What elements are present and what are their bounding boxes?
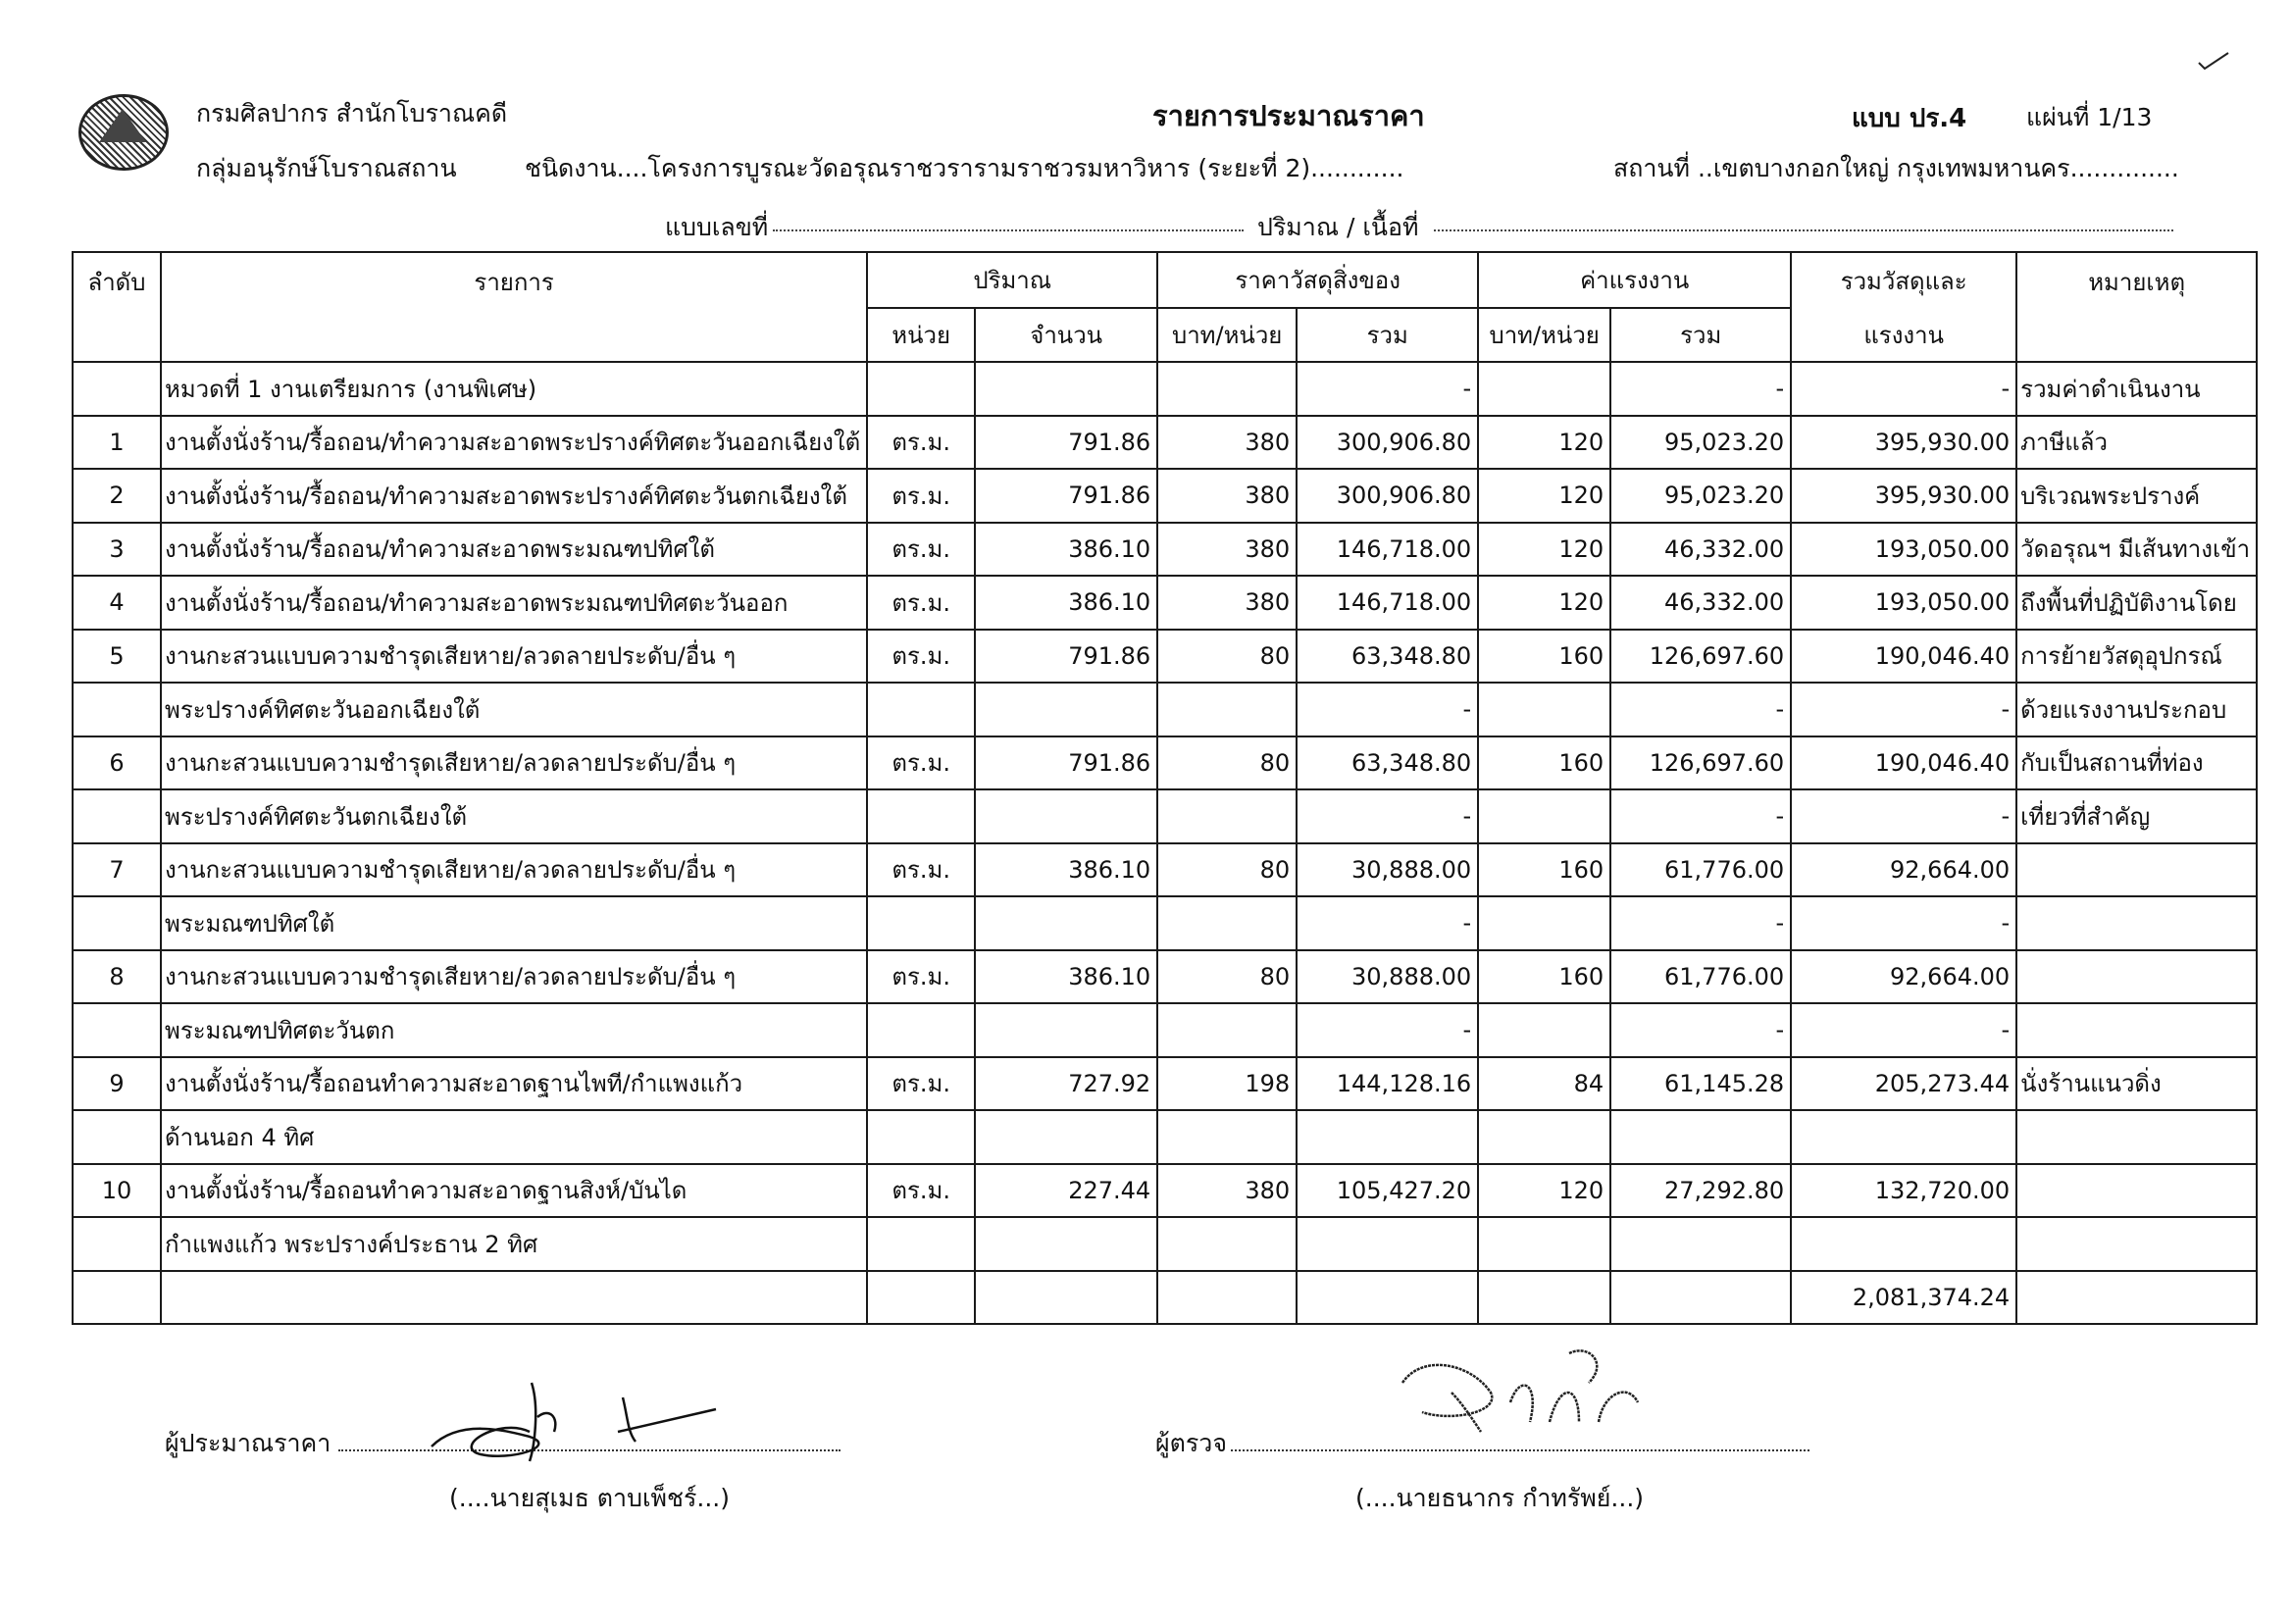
table-row <box>73 469 2257 523</box>
cell-grand-total: 190,046.40 <box>1791 736 2016 790</box>
cell-item-description: พระมณฑปทิศใต้ <box>161 896 867 950</box>
sheet-number: แผ่นที่ 1/13 <box>2026 103 2153 131</box>
cell-labor-total: 95,023.20 <box>1610 416 1791 470</box>
table-row <box>73 576 2257 630</box>
cell-labor-unit-price <box>1478 1271 1610 1325</box>
cell-labor-unit-price <box>1478 1003 1610 1057</box>
quantity-area-field <box>1434 229 2173 231</box>
summary-row <box>73 1271 2257 1325</box>
cell-grand-total: 132,720.00 <box>1791 1164 2016 1218</box>
cell-unit <box>867 1271 975 1325</box>
cell-remarks: ภาษีแล้ว <box>2016 416 2257 470</box>
table-row <box>73 789 2257 843</box>
cell-material-total: - <box>1297 789 1478 843</box>
table-row <box>73 736 2257 790</box>
col-header-grand-total-line1: รวมวัสดุและ <box>1791 252 2016 308</box>
col-header-amount: จำนวน <box>975 308 1157 362</box>
cell-quantity: 727.92 <box>975 1057 1157 1111</box>
table-row <box>73 683 2257 736</box>
cell-unit: ตร.ม. <box>867 416 975 470</box>
col-header-remarks: หมายเหตุ <box>2016 252 2257 362</box>
cell-grand-total: 395,930.00 <box>1791 416 2016 470</box>
cell-material-unit-price: 80 <box>1157 843 1297 897</box>
cell-quantity: 386.10 <box>975 843 1157 897</box>
cell-material-unit-price: 80 <box>1157 950 1297 1004</box>
cell-labor-unit-price: 120 <box>1478 523 1610 577</box>
cell-material-unit-price <box>1157 1110 1297 1164</box>
cell-grand-total <box>1791 1217 2016 1271</box>
cell-material-total: - <box>1297 362 1478 416</box>
cell-labor-unit-price: 160 <box>1478 843 1610 897</box>
cell-quantity: 227.44 <box>975 1164 1157 1218</box>
cell-labor-total: 27,292.80 <box>1610 1164 1791 1218</box>
cell-labor-total: - <box>1610 683 1791 736</box>
cell-labor-total: - <box>1610 789 1791 843</box>
cell-row-number: 1 <box>73 416 161 470</box>
cell-labor-total: 61,776.00 <box>1610 950 1791 1004</box>
cell-quantity <box>975 683 1157 736</box>
cell-grand-total: 193,050.00 <box>1791 523 2016 577</box>
cell-grand-total: 205,273.44 <box>1791 1057 2016 1111</box>
cell-labor-total: - <box>1610 1003 1791 1057</box>
cell-remarks <box>2016 1003 2257 1057</box>
cell-labor-unit-price <box>1478 1217 1610 1271</box>
cell-unit: ตร.ม. <box>867 576 975 630</box>
cell-quantity <box>975 1003 1157 1057</box>
col-header-grand-total-line2: แรงงาน <box>1791 308 2016 362</box>
cell-item-description: งานตั้งนั่งร้าน/รื้อถอนทำความสะอาดฐานสิงห์/บันได <box>161 1164 867 1218</box>
cell-material-unit-price: 80 <box>1157 736 1297 790</box>
cell-material-unit-price <box>1157 683 1297 736</box>
cell-grand-total: 193,050.00 <box>1791 576 2016 630</box>
cell-row-number: 3 <box>73 523 161 577</box>
table-row <box>73 1217 2257 1271</box>
cell-remarks: นั่งร้านแนวดิ่ง <box>2016 1057 2257 1111</box>
cell-item-description: งานกะสวนแบบความชำรุดเสียหาย/ลวดลายประดับ/อื่น ๆ <box>161 736 867 790</box>
cell-row-number: 9 <box>73 1057 161 1111</box>
cell-material-total: 144,128.16 <box>1297 1057 1478 1111</box>
table-row <box>73 1003 2257 1057</box>
cell-material-unit-price <box>1157 1217 1297 1271</box>
col-header-labor-total: รวม <box>1610 308 1791 362</box>
cell-unit: ตร.ม. <box>867 469 975 523</box>
cell-labor-unit-price: 160 <box>1478 736 1610 790</box>
table-row <box>73 523 2257 577</box>
col-header-labor-unit-price: บาท/หน่วย <box>1478 308 1610 362</box>
table-row <box>73 1057 2257 1111</box>
cell-material-total: - <box>1297 1003 1478 1057</box>
inspector-label: ผู้ตรวจ <box>1155 1429 1227 1457</box>
cell-labor-total <box>1610 1271 1791 1325</box>
cell-item-description: งานกะสวนแบบความชำรุดเสียหาย/ลวดลายประดับ/อื่น ๆ <box>161 630 867 684</box>
cell-material-total: 30,888.00 <box>1297 950 1478 1004</box>
cell-quantity <box>975 896 1157 950</box>
cell-item-description: พระปรางค์ทิศตะวันตกเฉียงใต้ <box>161 789 867 843</box>
cell-material-total <box>1297 1110 1478 1164</box>
cell-material-total <box>1297 1217 1478 1271</box>
cell-row-number: 6 <box>73 736 161 790</box>
cell-unit: ตร.ม. <box>867 736 975 790</box>
cell-labor-unit-price: 84 <box>1478 1057 1610 1111</box>
cell-material-unit-price <box>1157 896 1297 950</box>
cell-remarks <box>2016 843 2257 897</box>
cell-row-number: 8 <box>73 950 161 1004</box>
work-type: ชนิดงาน....โครงการบูรณะวัดอรุณราชวรารามราชวรมหาวิหาร (ระยะที่ 2)............ <box>525 154 1404 182</box>
cell-remarks: กับเป็นสถานที่ท่อง <box>2016 736 2257 790</box>
cell-material-total: 300,906.80 <box>1297 416 1478 470</box>
cell-grand-total: 2,081,374.24 <box>1791 1271 2016 1325</box>
cell-row-number <box>73 1271 161 1325</box>
cell-row-number: 2 <box>73 469 161 523</box>
cell-quantity: 791.86 <box>975 736 1157 790</box>
cell-item-description: กำแพงแก้ว พระปรางค์ประธาน 2 ทิศ <box>161 1217 867 1271</box>
col-header-material: ราคาวัสดุสิ่งของ <box>1157 252 1478 308</box>
col-header-quantity: ปริมาณ <box>867 252 1157 308</box>
cell-material-total: 300,906.80 <box>1297 469 1478 523</box>
cell-labor-total: 61,776.00 <box>1610 843 1791 897</box>
estimator-name: (....นายสุเมธ ตาบเพ็ชร์...) <box>449 1484 730 1512</box>
quantity-area-label: ปริมาณ / เนื้อที่ <box>1257 213 1419 241</box>
cell-quantity: 791.86 <box>975 630 1157 684</box>
cell-labor-unit-price: 160 <box>1478 630 1610 684</box>
seal-emblem-icon <box>99 109 146 142</box>
cell-grand-total: - <box>1791 683 2016 736</box>
estimate-table <box>72 251 2258 1325</box>
cell-material-unit-price <box>1157 1003 1297 1057</box>
cell-grand-total <box>1791 1110 2016 1164</box>
page-title: รายการประมาณราคา <box>1152 99 1425 132</box>
cell-labor-total: 126,697.60 <box>1610 630 1791 684</box>
cell-labor-unit-price <box>1478 789 1610 843</box>
cell-material-total: 105,427.20 <box>1297 1164 1478 1218</box>
cell-labor-total: 46,332.00 <box>1610 576 1791 630</box>
cell-labor-total: - <box>1610 362 1791 416</box>
estimator-signature-icon <box>422 1378 736 1466</box>
cell-remarks <box>2016 896 2257 950</box>
cell-labor-total <box>1610 1217 1791 1271</box>
cell-remarks <box>2016 1110 2257 1164</box>
check-mark-icon <box>2197 51 2230 71</box>
cell-labor-total: 61,145.28 <box>1610 1057 1791 1111</box>
cell-grand-total: - <box>1791 789 2016 843</box>
cell-unit: ตร.ม. <box>867 1057 975 1111</box>
cell-unit: ตร.ม. <box>867 523 975 577</box>
cell-row-number <box>73 1217 161 1271</box>
cell-material-unit-price: 380 <box>1157 1164 1297 1218</box>
cell-material-unit-price: 380 <box>1157 576 1297 630</box>
cell-material-unit-price <box>1157 1271 1297 1325</box>
cell-material-total: 146,718.00 <box>1297 576 1478 630</box>
inspector-name: (....นายธนากร กำทรัพย์...) <box>1355 1484 1645 1512</box>
cell-quantity: 791.86 <box>975 416 1157 470</box>
cell-remarks: การย้ายวัสดุอุปกรณ์ <box>2016 630 2257 684</box>
cell-item-description: หมวดที่ 1 งานเตรียมการ (งานพิเศษ) <box>161 362 867 416</box>
cell-remarks: ถึงพื้นที่ปฏิบัติงานโดย <box>2016 576 2257 630</box>
cell-material-unit-price: 380 <box>1157 523 1297 577</box>
cell-material-unit-price: 198 <box>1157 1057 1297 1111</box>
cell-grand-total: 190,046.40 <box>1791 630 2016 684</box>
cell-labor-unit-price <box>1478 683 1610 736</box>
cell-item-description: งานกะสวนแบบความชำรุดเสียหาย/ลวดลายประดับ/อื่น ๆ <box>161 843 867 897</box>
cell-quantity: 791.86 <box>975 469 1157 523</box>
cell-row-number <box>73 683 161 736</box>
cell-row-number: 7 <box>73 843 161 897</box>
cell-labor-total: - <box>1610 896 1791 950</box>
cell-item-description: พระมณฑปทิศตะวันตก <box>161 1003 867 1057</box>
cell-item-description: งานตั้งนั่งร้าน/รื้อถอน/ทำความสะอาดพระมณฑปทิศใต้ <box>161 523 867 577</box>
department-seal-logo <box>78 94 169 171</box>
cell-remarks <box>2016 950 2257 1004</box>
table-row <box>73 843 2257 897</box>
cell-labor-unit-price <box>1478 362 1610 416</box>
cell-quantity <box>975 1271 1157 1325</box>
cell-labor-unit-price: 120 <box>1478 416 1610 470</box>
cell-row-number <box>73 896 161 950</box>
cell-row-number: 5 <box>73 630 161 684</box>
cell-material-total: - <box>1297 896 1478 950</box>
table-row <box>73 896 2257 950</box>
cell-unit: ตร.ม. <box>867 1164 975 1218</box>
cell-item-description: งานกะสวนแบบความชำรุดเสียหาย/ลวดลายประดับ/อื่น ๆ <box>161 950 867 1004</box>
col-header-labor: ค่าแรงงาน <box>1478 252 1791 308</box>
cell-remarks <box>2016 1217 2257 1271</box>
cell-grand-total: 395,930.00 <box>1791 469 2016 523</box>
plan-number-label: แบบเลขที่ <box>665 213 769 241</box>
plan-number-field <box>773 229 1244 231</box>
cell-quantity: 386.10 <box>975 523 1157 577</box>
cell-quantity <box>975 1110 1157 1164</box>
cell-item-description: งานตั้งนั่งร้าน/รื้อถอนทำความสะอาดฐานไพที/กำแพงแก้ว <box>161 1057 867 1111</box>
table-row <box>73 1110 2257 1164</box>
cell-labor-unit-price: 120 <box>1478 576 1610 630</box>
cell-labor-unit-price <box>1478 896 1610 950</box>
col-header-no: ลำดับ <box>73 252 161 362</box>
cell-item-description: งานตั้งนั่งร้าน/รื้อถอน/ทำความสะอาดพระปรางค์ทิศตะวันออกเฉียงใต้ <box>161 416 867 470</box>
cell-unit <box>867 1217 975 1271</box>
cell-quantity <box>975 362 1157 416</box>
cell-unit: ตร.ม. <box>867 843 975 897</box>
cell-labor-unit-price: 160 <box>1478 950 1610 1004</box>
cell-row-number: 4 <box>73 576 161 630</box>
cell-labor-total: 95,023.20 <box>1610 469 1791 523</box>
cell-labor-unit-price: 120 <box>1478 1164 1610 1218</box>
cell-material-total: 30,888.00 <box>1297 843 1478 897</box>
cell-item-description: งานตั้งนั่งร้าน/รื้อถอน/ทำความสะอาดพระมณฑปทิศตะวันออก <box>161 576 867 630</box>
cell-unit: ตร.ม. <box>867 950 975 1004</box>
cell-material-unit-price <box>1157 362 1297 416</box>
cell-material-total: 63,348.80 <box>1297 630 1478 684</box>
cell-grand-total: 92,664.00 <box>1791 950 2016 1004</box>
cell-remarks: วัดอรุณฯ มีเส้นทางเข้า <box>2016 523 2257 577</box>
table-row <box>73 362 2257 416</box>
cell-grand-total: - <box>1791 362 2016 416</box>
cell-grand-total: 92,664.00 <box>1791 843 2016 897</box>
cell-material-total: 63,348.80 <box>1297 736 1478 790</box>
col-header-material-total: รวม <box>1297 308 1478 362</box>
cell-material-total: 146,718.00 <box>1297 523 1478 577</box>
col-header-material-unit-price: บาท/หน่วย <box>1157 308 1297 362</box>
cell-quantity <box>975 789 1157 843</box>
form-code: แบบ ปร.4 <box>1852 104 1967 133</box>
cell-remarks: ด้วยแรงงานประกอบ <box>2016 683 2257 736</box>
cell-unit <box>867 1110 975 1164</box>
cell-remarks: บริเวณพระปรางค์ <box>2016 469 2257 523</box>
col-header-item: รายการ <box>161 252 867 362</box>
org-line-1: กรมศิลปากร สำนักโบราณคดี <box>196 99 508 127</box>
cell-row-number: 10 <box>73 1164 161 1218</box>
cell-labor-unit-price <box>1478 1110 1610 1164</box>
cell-unit <box>867 683 975 736</box>
cell-row-number <box>73 1003 161 1057</box>
cell-unit: ตร.ม. <box>867 630 975 684</box>
cell-row-number <box>73 362 161 416</box>
cell-remarks <box>2016 1164 2257 1218</box>
cell-quantity <box>975 1217 1157 1271</box>
org-line-2: กลุ่มอนุรักษ์โบราณสถาน <box>196 154 457 182</box>
cell-material-total <box>1297 1271 1478 1325</box>
cell-material-unit-price <box>1157 789 1297 843</box>
table-row <box>73 416 2257 470</box>
cell-labor-total <box>1610 1110 1791 1164</box>
cell-remarks: รวมค่าดำเนินงาน <box>2016 362 2257 416</box>
table-row <box>73 1164 2257 1218</box>
cell-labor-unit-price: 120 <box>1478 469 1610 523</box>
col-header-unit: หน่วย <box>867 308 975 362</box>
table-row <box>73 950 2257 1004</box>
cell-unit <box>867 362 975 416</box>
location: สถานที่ ..เขตบางกอกใหญ่ กรุงเทพมหานคร.............. <box>1613 154 2179 182</box>
cell-unit <box>867 896 975 950</box>
cell-item-description <box>161 1271 867 1325</box>
cell-item-description: ด้านนอก 4 ทิศ <box>161 1110 867 1164</box>
cell-remarks: เที่ยวที่สำคัญ <box>2016 789 2257 843</box>
table-row <box>73 630 2257 684</box>
cell-grand-total: - <box>1791 896 2016 950</box>
cell-unit <box>867 1003 975 1057</box>
cell-material-unit-price: 380 <box>1157 469 1297 523</box>
cell-material-total: - <box>1297 683 1478 736</box>
cell-quantity: 386.10 <box>975 576 1157 630</box>
cell-material-unit-price: 380 <box>1157 416 1297 470</box>
inspector-signature-line <box>1231 1449 1809 1451</box>
cell-remarks <box>2016 1271 2257 1325</box>
cell-row-number <box>73 789 161 843</box>
cell-row-number <box>73 1110 161 1164</box>
cell-labor-total: 46,332.00 <box>1610 523 1791 577</box>
cell-item-description: งานตั้งนั่งร้าน/รื้อถอน/ทำความสะอาดพระปรางค์ทิศตะวันตกเฉียงใต้ <box>161 469 867 523</box>
cell-quantity: 386.10 <box>975 950 1157 1004</box>
inspector-signature-icon <box>1393 1344 1667 1442</box>
cell-material-unit-price: 80 <box>1157 630 1297 684</box>
cell-item-description: พระปรางค์ทิศตะวันออกเฉียงใต้ <box>161 683 867 736</box>
cell-unit <box>867 789 975 843</box>
estimator-label: ผู้ประมาณราคา <box>165 1429 331 1457</box>
cell-grand-total: - <box>1791 1003 2016 1057</box>
cell-labor-total: 126,697.60 <box>1610 736 1791 790</box>
